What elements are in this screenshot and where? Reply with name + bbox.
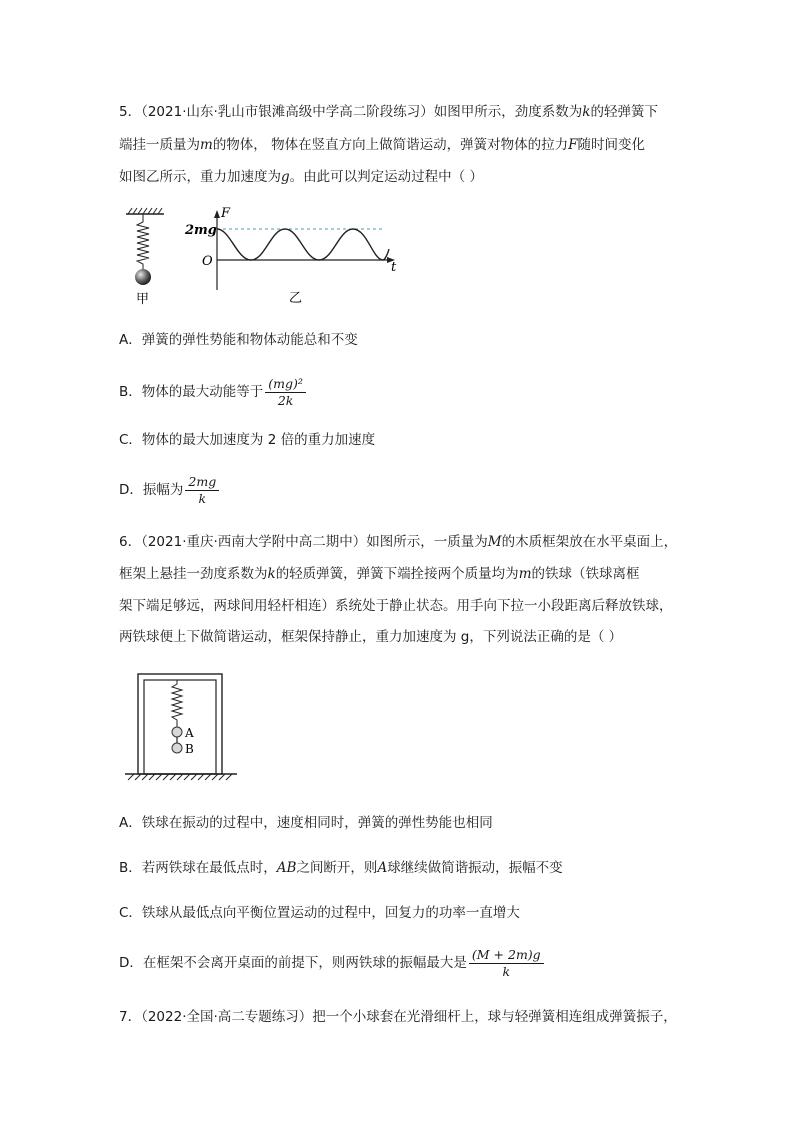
ball-a [172,727,182,737]
q6-stem-line-3: 架下端足够远，两球间用轻杆相连）系统处于静止状态。用手向下拉一小段距离后释放铁球， [119,598,673,614]
ball-b [172,743,182,753]
q6-option-d-fraction: $\frac{(M + 2m)g}{k}$ [469,947,544,980]
force-curve [217,229,389,260]
q7-stem-line-1: 7．（2022·全国·高二专题练习）把一个小球套在光滑细杆上，球与轻弹簧相连组成弹簧振子， [119,1009,677,1025]
q5-option-d: D．振幅为 $\frac{2mg}{k}$ [119,470,219,510]
caption-jia: 甲 [136,292,150,307]
q6-stem-line-4: 两铁球便上下做简谐运动，框架保持静止，重力加速度为 g，下列说法正确的是（ ） [119,629,623,645]
q6-stem-line-1: 6．（2021·重庆·西南大学附中高二期中）如图所示，一质量为M的木质框架放在水平桌面上， [119,534,678,550]
label-O: O [202,254,213,269]
label-B: B [185,742,194,756]
q5-option-b: B．物体的最大动能等于 $\frac{\text{(mg)²}}{2k}$ [119,372,306,412]
q5-stem-line-3: 如图乙所示，重力加速度为g。由此可以判定运动过程中（ ） [119,169,483,185]
q5-option-a: A．弹簧的弹性势能和物体动能总和不变 [119,332,358,348]
q5-option-c: C．物体的最大加速度为 2 倍的重力加速度 [119,432,376,448]
q6-option-d: D．在框架不会离开桌面的前提下，则两铁球的振幅最大是 $\frac{(M + 2m)g}{k}$ [119,943,544,983]
caption-yi: 乙 [289,291,303,306]
label-t: t [391,260,397,275]
q6-option-c: C．铁球从最低点向平衡位置运动的过程中，回复力的功率一直增大 [119,905,520,921]
q5-stem-line-2: 端挂一质量为m的物体， 物体在竖直方向上做简谐运动，弹簧对物体的拉力F随时间变化 [119,137,645,153]
q5-option-b-fraction: $\frac{\text{(mg)²}}{2k}$ [265,376,306,409]
q5-figure-yi [185,205,405,305]
label-2mg: 2mg [185,223,217,238]
q6-option-a: A．铁球在振动的过程中，速度相同时，弹簧的弹性势能也相同 [119,815,493,831]
label-F: F [221,206,231,221]
q6-stem-line-2: 框架上悬挂一劲度系数为k的轻质弹簧，弹簧下端拴接两个质量均为m的铁球（铁球离框 [119,566,640,582]
q5-figure-jia [120,208,170,308]
q6-figure-frame [125,672,240,787]
q5-stem-line-1: 5．（2021·山东·乳山市银滩高级中学高二阶段练习）如图甲所示，劲度系数为k的轻弹簧下 [119,104,658,120]
q6-option-b: B．若两铁球在最低点时，AB之间断开，则A球继续做简谐振动，振幅不变 [119,860,563,876]
q5-option-d-fraction: $\frac{2mg}{k}$ [185,474,219,507]
label-A: A [185,726,194,740]
